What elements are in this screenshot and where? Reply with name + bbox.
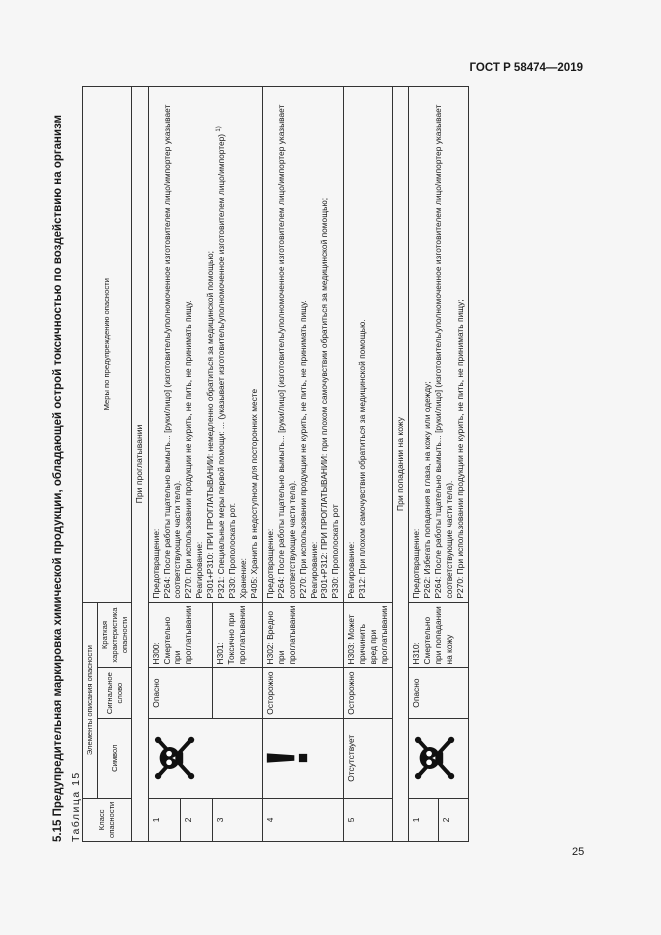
page-number: 25 (572, 846, 585, 858)
measure-line: P321: Специальные меры первой помощи: ... (указывает изготовитель/уполномоченное изготовителем лицо/импортер) $^{1)}$ (216, 126, 227, 599)
measure-line: Реагирование: (346, 541, 357, 599)
signal-cell (212, 668, 262, 718)
measure-line: Предотвращение: (150, 528, 161, 599)
measure-line: P262: Избегать попадания в глаза, на кожу или одежду; (422, 381, 433, 599)
measure-line: Реагирование: (194, 541, 205, 599)
table-row (148, 87, 180, 842)
header-class: Класс опасности (83, 798, 132, 841)
measure-line: Реагирование: (308, 541, 319, 599)
signal-cell: Осторожно (344, 668, 393, 718)
standard-code: ГОСТ Р 58474—2019 (469, 62, 583, 74)
measure-line: Хранение: (237, 558, 248, 599)
table-caption: 5.15 Предупредительная маркировка химической продукции, обладающей острой токсичностью по воздействию на организм (52, 114, 64, 842)
measure-line: P312: При плохом самочувствии обратиться за медицинской помощью. (357, 319, 368, 599)
measure-line: P264: После работы тщательно вымыть... [руки/лицо] (изготовитель/уполномоченное изготовителем лицо/импортер указывает соответствующие части тела). (432, 104, 454, 599)
hazard-cell: H301: Токсично при проглатывании (212, 602, 262, 668)
header-elements: Элементы описания опасности (83, 602, 98, 798)
exclamation-mark-icon (262, 718, 343, 798)
skull-crossbones-icon (409, 718, 469, 798)
class-cell: 1 (148, 798, 180, 841)
section-skin: При попадании на кожу (392, 87, 408, 842)
measures-cell (409, 87, 469, 603)
section-oral: При проглатывании (132, 87, 148, 842)
measure-line: P330: Прополоскать рот (330, 504, 341, 599)
hazard-cell: H310: Смертельно при попадании на кожу (409, 602, 469, 668)
class-cell: 3 (212, 798, 262, 841)
measure-line: P330: Прополоскать рот. (227, 502, 238, 599)
measure-line: P405: Хранить в недоступном для посторонних месте (248, 388, 259, 599)
measure-line: P301+P310: ПРИ ПРОГЛАТЫВАНИИ: немедленно обратиться за медицинской помощью; (205, 251, 216, 599)
hazard-cell: H302: Вредно при проглатывании (262, 602, 343, 668)
class-cell: 2 (438, 798, 468, 841)
measure-line: P270: При использовании продукции не курить, не пить, не принимать пищу. (183, 300, 194, 599)
class-cell: 5 (344, 798, 393, 841)
hazard-cell: H303: Может причинить вред при проглатывании (344, 602, 393, 668)
measure-line: P270: При использовании продукции не курить, не пить, не принимать пищу. (297, 300, 308, 599)
table-row (409, 87, 439, 842)
measure-line: P264: После работы тщательно вымыть... [руки/лицо] (изготовитель/уполномоченное изготовителем лицо/импортер указывает соответствующие части тела). (275, 104, 297, 599)
measure-line: P270: При использовании продукции не курить, не пить, не принимать пищу; (454, 299, 465, 599)
rotated-table-area (52, 86, 592, 842)
header-hazard: Краткая характеристика опасности (97, 602, 132, 668)
table-label: Таблица 15 (70, 771, 82, 842)
header-signal: Сигнальное слово (97, 668, 132, 718)
measures-cell (262, 87, 343, 603)
hazard-cell: H300: Смертельно при проглатывании (148, 602, 212, 668)
signal-cell: Опасно (148, 668, 212, 718)
class-cell: 4 (262, 798, 343, 841)
symbol-cell: Отсутствует (344, 718, 393, 798)
skull-crossbones-icon (148, 718, 262, 798)
header-symbol: Символ (97, 718, 132, 798)
table-row (262, 87, 343, 842)
measure-line: P301+P312: ПРИ ПРОГЛАТЫВАНИИ: при плохом самочувствии обратиться за медицинской помощью; (319, 197, 330, 599)
measures-cell (344, 87, 393, 603)
measure-line: P264: После работы тщательно вымыть... [руки/лицо] (изготовитель/уполномоченное изготовителем лицо/импортер указывает соответствующие части тела). (161, 104, 183, 599)
class-cell: 2 (180, 798, 212, 841)
measure-line: Предотвращение: (264, 528, 275, 599)
hazard-table (82, 86, 469, 842)
measure-line: Предотвращение: (411, 528, 422, 599)
header-measures: Меры по предупреждению опасности (83, 87, 132, 603)
table-row (344, 87, 393, 842)
class-cell: 1 (409, 798, 439, 841)
measures-cell (148, 87, 262, 603)
signal-cell: Осторожно (262, 668, 343, 718)
signal-cell: Опасно (409, 668, 469, 718)
